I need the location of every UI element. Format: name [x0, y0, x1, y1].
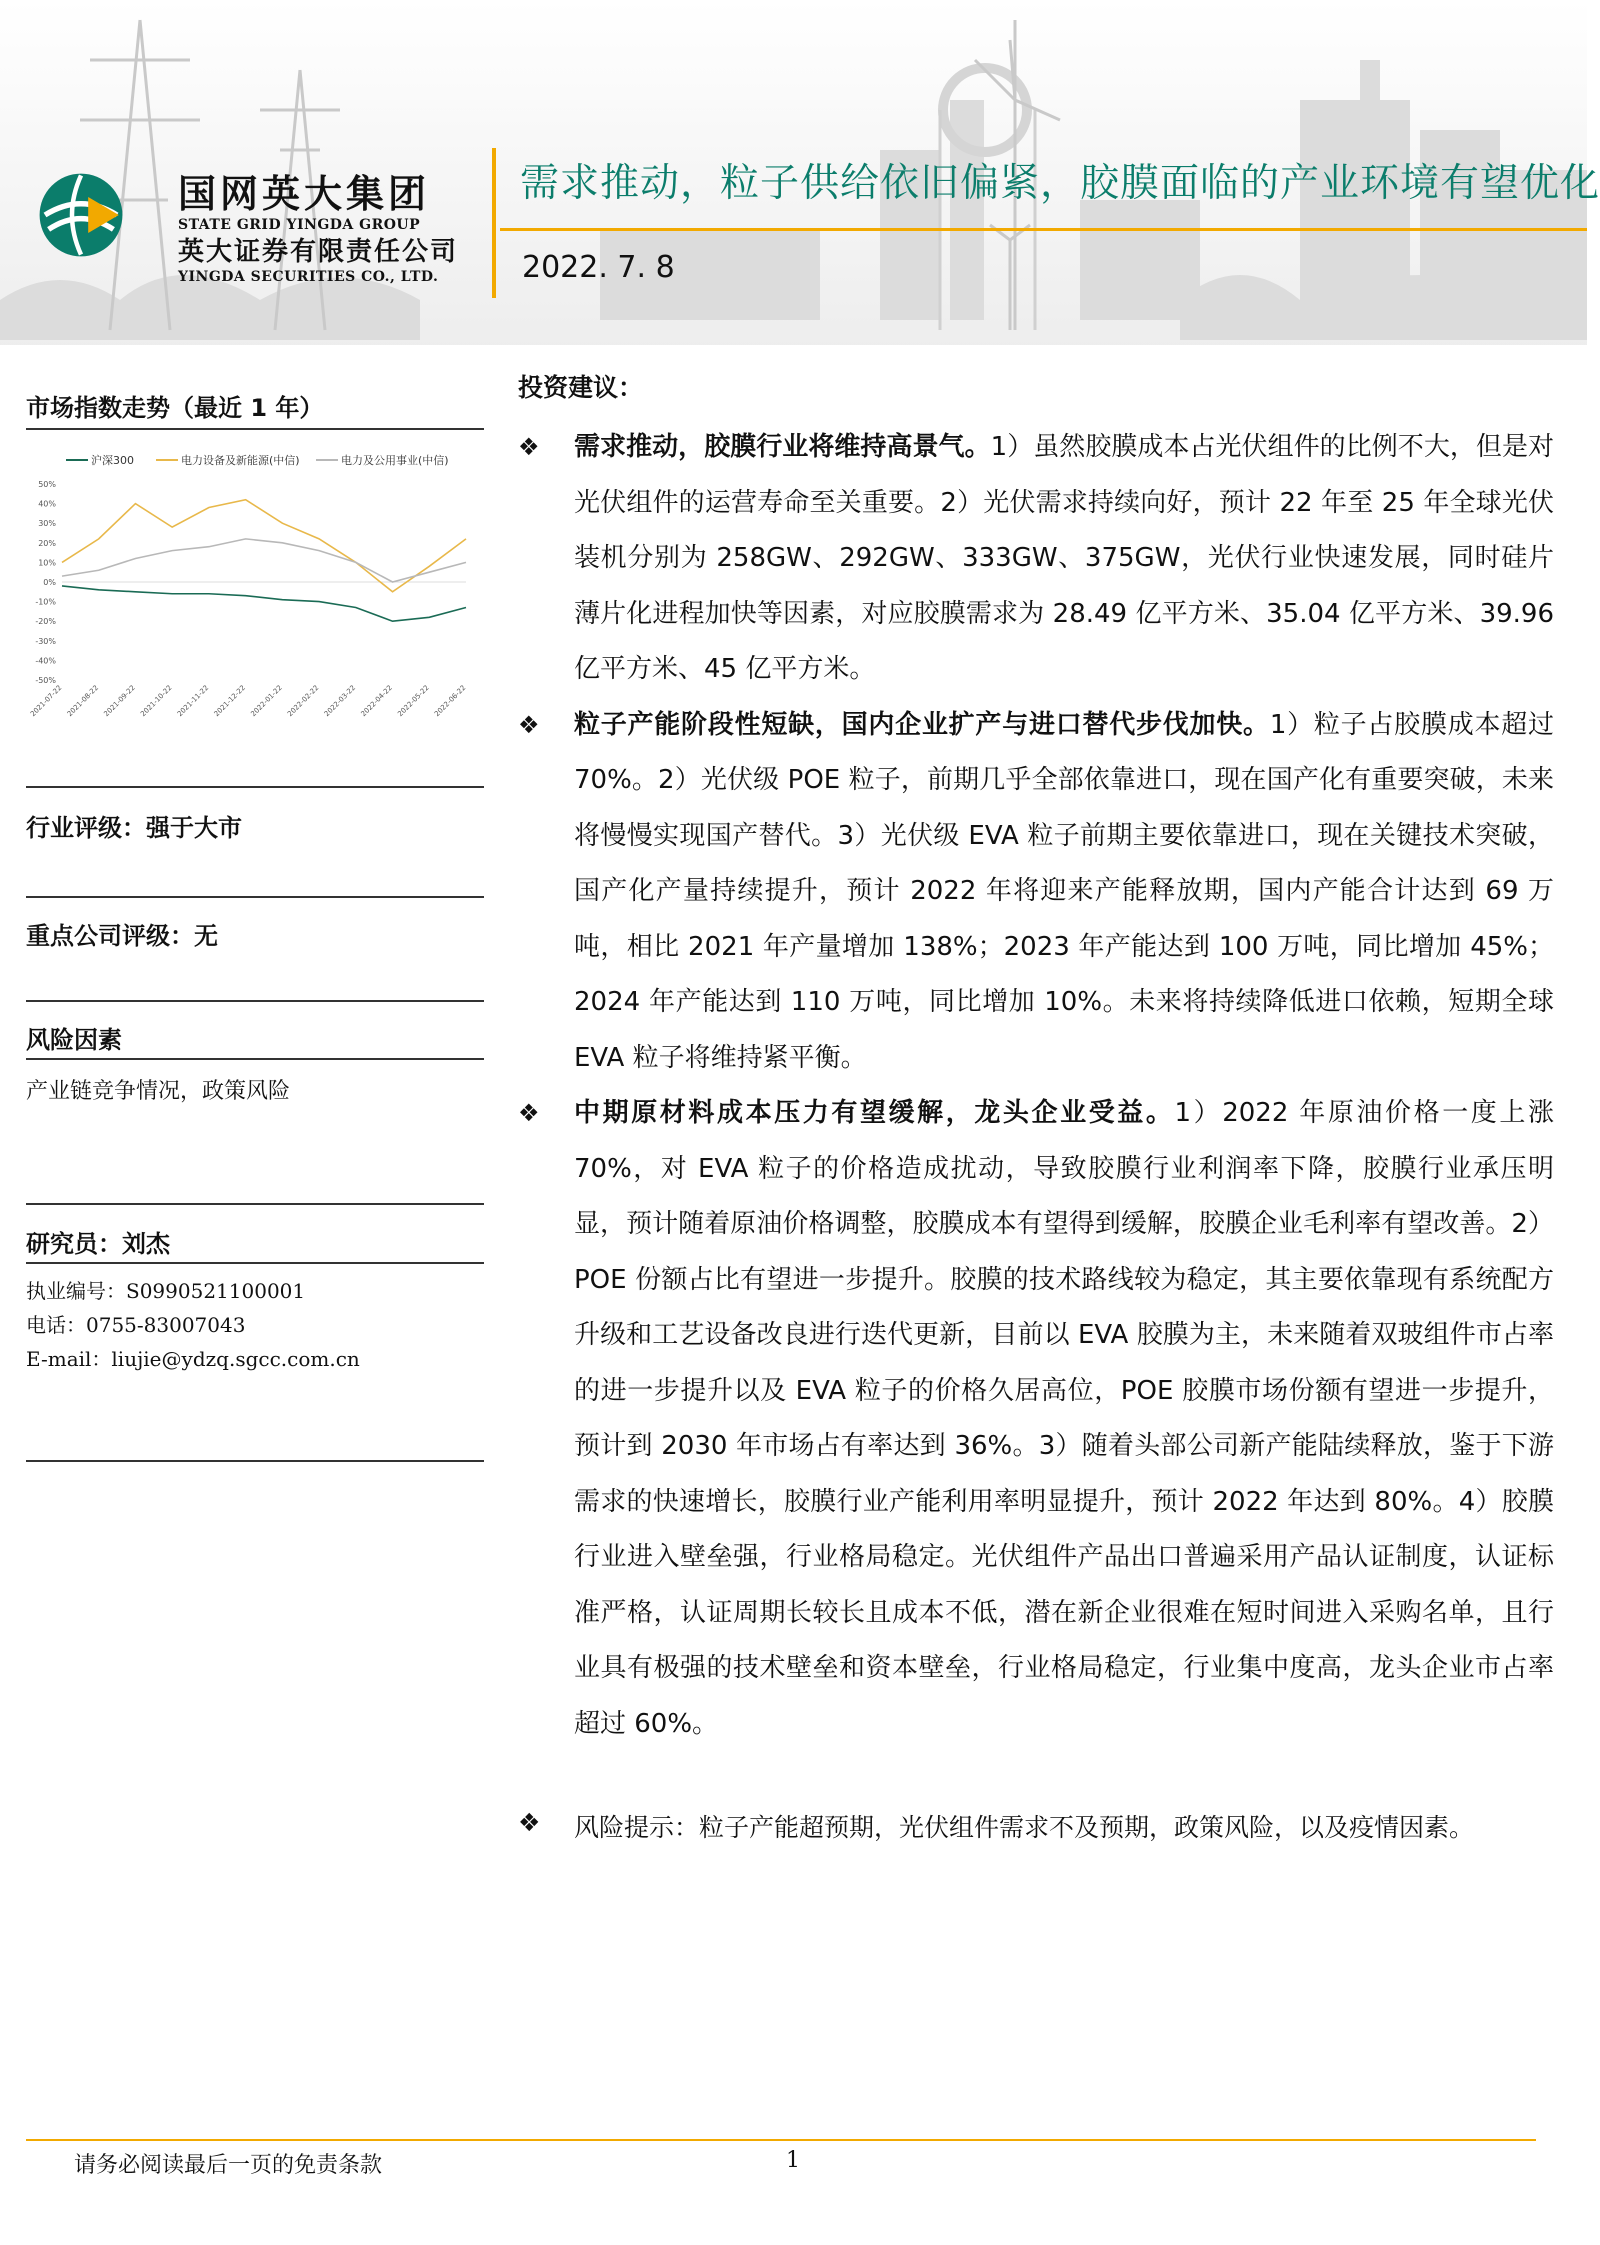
brand-name-en: STATE GRID YINGDA GROUP — [178, 217, 421, 233]
x-tick-label: 2021-07-22 — [28, 683, 64, 719]
phone: 电话：0755-83007043 — [26, 1313, 246, 1337]
series-line — [62, 586, 466, 621]
chart-series — [62, 500, 466, 622]
y-tick-label: 10% — [38, 558, 56, 568]
title-underline — [500, 228, 1587, 231]
company-name-cn: 英大证券有限责任公司 — [178, 237, 459, 267]
company-name-en: YINGDA SECURITIES CO., LTD. — [178, 269, 439, 285]
brand-name-cn: 国网英大集团 — [178, 172, 431, 216]
divider — [26, 1262, 484, 1264]
market-index-chart — [26, 440, 484, 719]
x-tick-label: 2022-02-22 — [286, 683, 321, 719]
y-tick-label: 40% — [38, 499, 56, 509]
bullet-text: 1）2022 年原油价格一度上涨 70%，对 EVA 粒子的价格造成扰动，导致胶膜行业利润率下降，胶膜行业承压明显，预计随着原油价格调整，胶膜成本有望得到缓解，胶膜企业毛利率有望改善。2）POE 份额占比有望进一步提升。胶膜的技术路线较为稳定，其主要依靠现有系统配方升级和工艺设备改良进行迭代更新，目前以 EVA 胶膜为主，未来随着双玻组件市占率的进一步提升以及 EVA 粒子的价格久居高位，POE 胶膜市场份额有望进一步提升，预计到 2030 年市场占有率达到 36%。3）随着头部公司新产能陆续释放，鉴于下游需求的快速增长，胶膜行业产能利用率明显提升，预计 2022 年达到 80%。4）胶膜行业进入壁垒强，行业格局稳定。光伏组件产品出口普遍采用产品认证制度，认证标准严格，认证周期长较长且成本不低，潜在新企业很难在短时间进入采购名单，且行业具有极强的技术壁垒和资本壁垒，行业格局稳定，行业集中度高，龙头企业市占率超过 60%。 — [574, 1098, 1554, 1739]
x-tick-label: 2021-10-22 — [139, 683, 174, 719]
analyst-name: 研究员：刘杰 — [26, 1230, 170, 1258]
analyst-contact — [26, 1274, 484, 1376]
divider — [26, 1460, 484, 1462]
diamond-bullet-icon: ❖ — [518, 1099, 540, 1127]
legend-label: 电力及公用事业(中信) — [341, 454, 449, 467]
x-tick-label: 2022-04-22 — [359, 683, 394, 719]
y-tick-label: -20% — [35, 617, 56, 627]
risk-note-text: 风险提示：粒子产能超预期，光伏组件需求不及预期，政策风险，以及疫情因素。 — [574, 1813, 1475, 1842]
divider — [26, 786, 484, 788]
y-tick-label: 50% — [38, 480, 56, 489]
industry-rating: 行业评级：强于大市 — [26, 814, 242, 842]
chart-x-axis — [29, 684, 467, 718]
x-tick-label: 2021-11-22 — [175, 683, 211, 719]
x-tick-label: 2021-12-22 — [212, 683, 248, 719]
company-logo-icon — [36, 170, 126, 260]
page-number: 1 — [786, 2148, 800, 2173]
company-rating: 重点公司评级：无 — [26, 922, 218, 950]
footer-rule — [26, 2139, 1536, 2141]
header-divider — [492, 148, 496, 298]
bullet-item — [518, 698, 1554, 1087]
y-tick-label: -50% — [35, 676, 56, 685]
license-number: 执业编号：S0990521100001 — [26, 1279, 306, 1303]
y-tick-label: 30% — [38, 519, 56, 529]
investment-advice — [518, 368, 1554, 1752]
risk-text: 产业链竞争情况，政策风险 — [26, 1079, 291, 1104]
bullet-text: 1）粒子占胶膜成本超过 70%。2）光伏级 POE 粒子，前期几乎全部依靠进口，现在国产化有重要突破，未来将慢慢实现国产替代。3）光伏级 EVA 粒子前期主要依靠进口，现在关键技术突破，国产化产量持续提升，预计 2022 年将迎来产能释放期，国内产能合计达到 69 万吨，相比 2021 年产量增加 138%；2023 年产能达到 100 万吨，同比增加 45%；2024 年产能达到 110 万吨，同比增加 10%。未来将持续降低进口依赖，短期全球 EVA 粒子将维持紧平衡。 — [574, 709, 1554, 1073]
divider — [26, 1058, 484, 1060]
divider — [26, 1000, 484, 1002]
risk-heading: 风险因素 — [26, 1026, 122, 1054]
series-line — [62, 539, 466, 582]
y-tick-label: -30% — [35, 636, 56, 646]
footer-disclaimer: 请务必阅读最后一页的免责条款 — [74, 2153, 383, 2178]
x-tick-label: 2021-09-22 — [102, 683, 137, 719]
x-tick-label: 2022-03-22 — [322, 683, 358, 719]
email: E-mail：liujie@ydzq.sgcc.com.cn — [26, 1347, 360, 1371]
bullet-lead: 需求推动，胶膜行业将维持高景气。 — [574, 432, 991, 462]
x-tick-label: 2022-06-22 — [432, 683, 468, 719]
diamond-bullet-icon: ❖ — [518, 1808, 541, 1837]
divider — [26, 1203, 484, 1205]
y-tick-label: 0% — [43, 578, 56, 587]
x-tick-label: 2022-05-22 — [396, 683, 431, 719]
report-title: 需求推动，粒子供给依旧偏紧，胶膜面临的产业环境有望优化 — [520, 161, 1600, 206]
y-tick-label: -10% — [35, 597, 56, 607]
brand-block — [178, 172, 458, 286]
x-tick-label: 2021-08-22 — [65, 683, 101, 719]
bullet-item — [518, 420, 1554, 698]
chart-heading: 市场指数走势（最近 1 年） — [26, 394, 324, 422]
bullet-text: 1）虽然胶膜成本占光伏组件的比例不大，但是对光伏组件的运营寿命至关重要。2）光伏需求持续向好，预计 22 年至 25 年全球光伏装机分别为 258GW、292GW、333GW、375GW，光伏行业快速发展，同时硅片薄片化进程加快等因素，对应胶膜需求为 28.49 亿平方米、35.04 亿平方米、39.96 亿平方米、45 亿平方米。 — [574, 432, 1554, 684]
y-tick-label: 20% — [38, 538, 56, 548]
chart-y-axis — [35, 480, 466, 685]
section-heading: 投资建议： — [518, 373, 644, 402]
diamond-bullet-icon: ❖ — [518, 710, 540, 739]
divider — [26, 896, 484, 898]
x-tick-label: 2022-01-22 — [249, 683, 284, 719]
legend-label: 沪深300 — [91, 454, 134, 467]
y-tick-label: -40% — [35, 656, 56, 666]
divider — [26, 428, 484, 430]
report-date: 2022. 7. 8 — [522, 250, 675, 285]
diamond-bullet-icon: ❖ — [518, 433, 540, 461]
chart-legend — [66, 453, 449, 467]
risk-note — [518, 1808, 1474, 1844]
bullet-item — [518, 1086, 1554, 1752]
bullet-lead: 粒子产能阶段性短缺，国内企业扩产与进口替代步伐加快。 — [574, 709, 1270, 740]
bullet-lead: 中期原材料成本压力有望缓解，龙头企业受益。 — [574, 1098, 1175, 1128]
legend-label: 电力设备及新能源(中信) — [181, 454, 300, 467]
